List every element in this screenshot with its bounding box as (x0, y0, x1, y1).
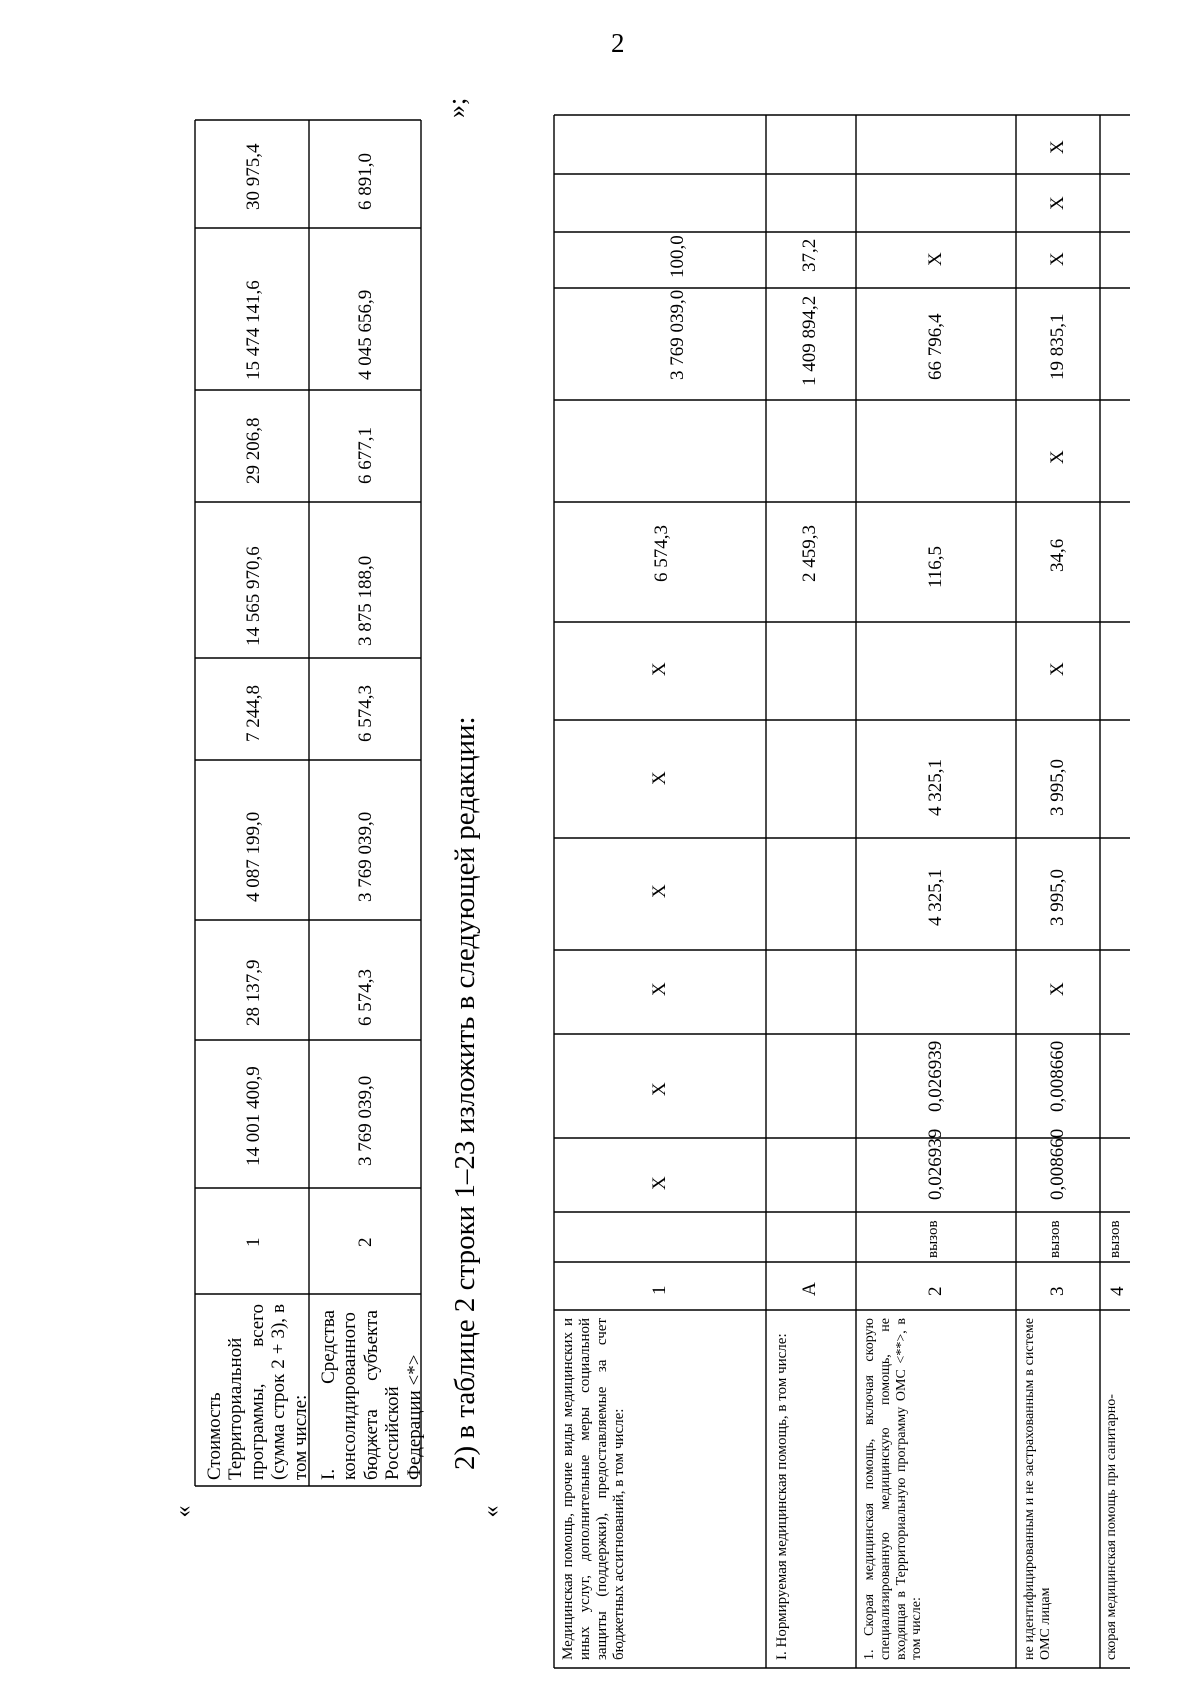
table2-row4-cell: 3 995,0 (1047, 869, 1068, 926)
quote-mark-table1: « (170, 1505, 197, 1518)
table1-row2-value: 3 769 039,0 (355, 811, 376, 902)
table2-row1-cell: 3 769 039,0 (667, 289, 688, 380)
table2-row4-cell: Х (1047, 196, 1068, 210)
table2-row2-num: А (799, 1282, 820, 1296)
table2-row2-cell: 2 459,3 (799, 525, 820, 582)
instruction-text: 2) в таблице 2 строки 1–23 изложить в следующей редакции: (449, 716, 481, 1470)
table2-row1-cell: Х (649, 1176, 670, 1190)
table1-row2-value: 6 677,1 (355, 427, 376, 484)
table1-row2-label: I. Средства консолидированного бюджета субъекта Российской Федерации <*> (318, 1310, 425, 1480)
table2-row5-label: скорая медицинская помощь при санитарно- (1104, 1394, 1119, 1660)
table1-row2-value: 3 769 039,0 (355, 1075, 376, 1166)
table2-row1-cell: Х (649, 884, 670, 898)
table2-row5-unit: вызов (1107, 1220, 1123, 1258)
table2-row1-label: Медицинская помощь, прочие виды медицинских и иных услуг, дополнительные меры социальной защиты (поддержки), предоставляемые за счет бюджетных ассигнований, в том числе: (560, 1318, 627, 1660)
table2-row4-cell: Х (1047, 140, 1068, 154)
table1-row1-label: Стоимость Территориальной программы, всего (сумма строк 2 + 3), в том числе: (204, 1304, 311, 1480)
table2-row4-cell: Х (1047, 662, 1068, 676)
table2-row4-cell: 0,008660 (1047, 1128, 1068, 1200)
table1-row1-value: 14 565 970,6 (243, 546, 264, 646)
table2-row1-cell: Х (649, 662, 670, 676)
table2-row3-cell: 4 325,1 (925, 869, 946, 926)
table1-row1-value: 4 087 199,0 (243, 811, 264, 902)
table1-row1-value: 7 244,8 (243, 685, 264, 742)
table2-row2-label: I. Нормируемая медицинская помощь, в том числе: (774, 1333, 790, 1660)
table2-row4-num: 3 (1047, 1286, 1068, 1296)
page-number: 2 (611, 28, 625, 58)
table2-row1-num: 1 (649, 1285, 670, 1295)
table1-row1-value: 30 975,4 (243, 143, 264, 210)
table2-row1-cell: Х (649, 982, 670, 996)
table2-row3-unit: вызов (925, 1220, 941, 1258)
quote-mark-table2: « (478, 1505, 505, 1518)
table1-row2-value: 6 574,3 (355, 685, 376, 742)
table2-row4-cell: Х (1047, 982, 1068, 996)
table2-row5-num: 4 (1107, 1286, 1128, 1296)
closing-mark: »; (442, 97, 471, 118)
table2-row2-cell: 37,2 (799, 238, 820, 272)
table2-row3-cell: 66 796,4 (925, 313, 946, 380)
table2-row4-label: не идентифицированным и не застрахованным в системе ОМС лицам (1022, 1318, 1053, 1660)
table2-row3-num: 2 (925, 1286, 946, 1296)
table2-row3-cell: Х (925, 252, 946, 266)
table2-row3-cell: 4 325,1 (925, 759, 946, 816)
table1-row1-num: 1 (243, 1237, 264, 1247)
table2-row4-unit: вызов (1047, 1220, 1063, 1258)
table2-row3-cell: 0,026939 (925, 1040, 946, 1112)
table1-row2-num: 2 (355, 1237, 376, 1247)
table2-row3-label: 1. Скорая медицинская помощь, включая скорую специализированную медицинскую помощь, не входящая в Территориальную программу ОМС <**>, в том числе: (862, 1318, 925, 1660)
table2-row4-cell: 0,008660 (1047, 1040, 1068, 1112)
table2-row1-cell: 100,0 (667, 235, 688, 278)
table2-row3-cell: 0,026939 (925, 1128, 946, 1200)
table1-row1-value: 29 206,8 (243, 417, 264, 484)
table1-row2-value: 4 045 656,9 (355, 289, 376, 380)
table2-row2-cell: 1 409 894,2 (799, 295, 820, 386)
table2-row4-cell: Х (1047, 252, 1068, 266)
table1-row2-value: 6 891,0 (355, 153, 376, 210)
table1-row1-value: 15 474 141,6 (243, 280, 264, 380)
table2-row1-cell: Х (649, 1082, 670, 1096)
table1-row1-value: 14 001 400,9 (243, 1066, 264, 1166)
table2-row4-cell: Х (1047, 450, 1068, 464)
table1-row2-value: 3 875 188,0 (355, 555, 376, 646)
table2-row4-cell: 34,6 (1047, 538, 1068, 572)
table2-row4-cell: 3 995,0 (1047, 759, 1068, 816)
table2-row1-cell: Х (649, 771, 670, 785)
table2-row4-cell: 19 835,1 (1047, 313, 1068, 380)
table2-row3-cell: 116,5 (925, 545, 946, 588)
table1-row2-value: 6 574,3 (355, 969, 376, 1026)
table2-row1-cell: 6 574,3 (651, 525, 672, 582)
table1-row1-value: 28 137,9 (243, 959, 264, 1026)
